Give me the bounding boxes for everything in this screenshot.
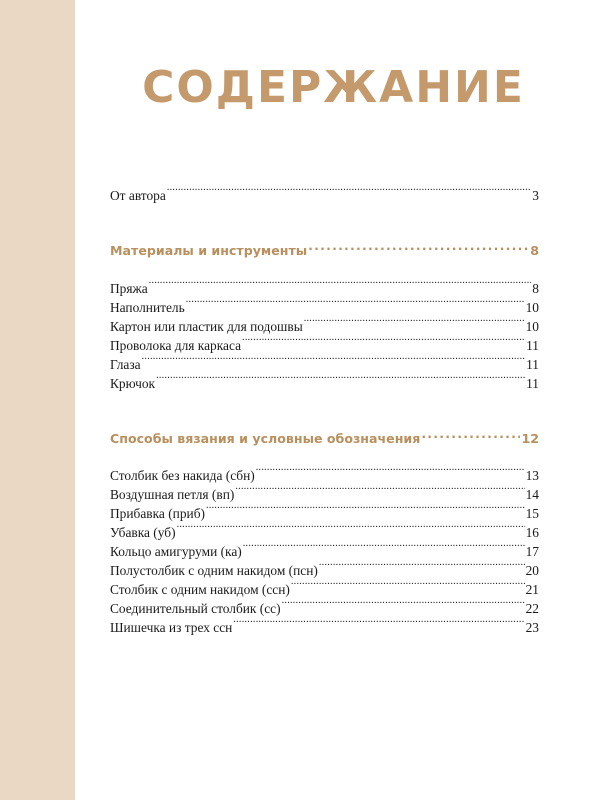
toc-entry[interactable] [110, 370, 539, 393]
toc-entry-label: Проволока для каркаса [110, 338, 242, 353]
toc-leader-dots [142, 351, 526, 369]
toc-entry-page: 10 [525, 300, 539, 315]
toc-entry-page: 16 [525, 525, 539, 540]
toc-entry-label: Наполнитель [110, 300, 185, 315]
toc-entry-label: Крючок [110, 376, 156, 391]
toc-entry-page: 11 [526, 376, 539, 391]
toc-entry-page: 17 [525, 544, 539, 559]
toc-leader-dots [149, 275, 532, 293]
side-color-band [0, 0, 75, 800]
toc-entry-page: 10 [525, 319, 539, 334]
toc-entry-intro[interactable] [110, 182, 539, 205]
toc-leader-dots [233, 614, 524, 632]
toc-entry-page: 20 [525, 563, 539, 578]
toc-entry-page: 3 [532, 188, 539, 203]
toc-entry-label: Убавка (уб) [110, 525, 176, 540]
toc-entry-page: 11 [526, 357, 539, 372]
toc-section-title: Способы вязания и условные обозначения [110, 431, 421, 446]
toc-entry-page: 8 [532, 281, 539, 296]
toc-entry-label: Кольцо амигуруми (ка) [110, 544, 242, 559]
toc-leader-dots [235, 481, 524, 499]
toc-entry-label: Картон или пластик для подошвы [110, 319, 303, 334]
toc-section-page: 8 [530, 243, 539, 258]
toc-entry-page: 13 [525, 468, 539, 483]
toc-leader-dots [282, 595, 525, 613]
toc-entry-page: 14 [525, 487, 539, 502]
toc-leader-dots [421, 425, 520, 443]
toc-leader-dots [243, 538, 525, 556]
toc-leader-dots [206, 500, 525, 518]
toc-entry-label: Воздушная петля (вп) [110, 487, 235, 502]
toc-entry-page: 23 [525, 620, 539, 635]
toc-entry-label: От автора [110, 188, 166, 203]
toc-entry-label: Шишечка из трех ссн [110, 620, 233, 635]
toc-leader-dots [167, 182, 531, 200]
toc-entry-label: Пряжа [110, 281, 148, 296]
toc-leader-dots [177, 519, 525, 537]
toc-entry-label: Полустолбик с одним накидом (псн) [110, 563, 318, 578]
toc-entry-label: Столбик без накида (сбн) [110, 468, 255, 483]
toc-entry-label: Прибавка (приб) [110, 506, 205, 521]
toc-entry-label: Глаза [110, 357, 141, 372]
toc-entry-label: Столбик с одним накидом (ссн) [110, 582, 290, 597]
toc-section-heading[interactable] [110, 425, 539, 448]
toc-entry-page: 11 [526, 338, 539, 353]
toc-section-title: Материалы и инструменты [110, 243, 308, 258]
toc-section-page: 12 [521, 431, 539, 446]
toc-leader-dots [304, 313, 525, 331]
toc-leader-dots [186, 294, 525, 312]
toc-leader-dots [156, 370, 525, 388]
toc-leader-dots [308, 237, 529, 255]
toc-section-heading[interactable] [110, 237, 539, 260]
toc-leader-dots [242, 332, 525, 350]
toc-entry-page: 21 [525, 582, 539, 597]
toc-entry-page: 15 [525, 506, 539, 521]
toc-entry[interactable] [110, 614, 539, 637]
toc-leader-dots [291, 576, 525, 594]
toc-leader-dots [319, 557, 525, 575]
page-title: СОДЕРЖАНИЕ [142, 62, 525, 113]
toc-entry-page: 22 [525, 601, 539, 616]
toc-leader-dots [256, 462, 525, 480]
toc-entry-label: Соединительный столбик (сс) [110, 601, 281, 616]
